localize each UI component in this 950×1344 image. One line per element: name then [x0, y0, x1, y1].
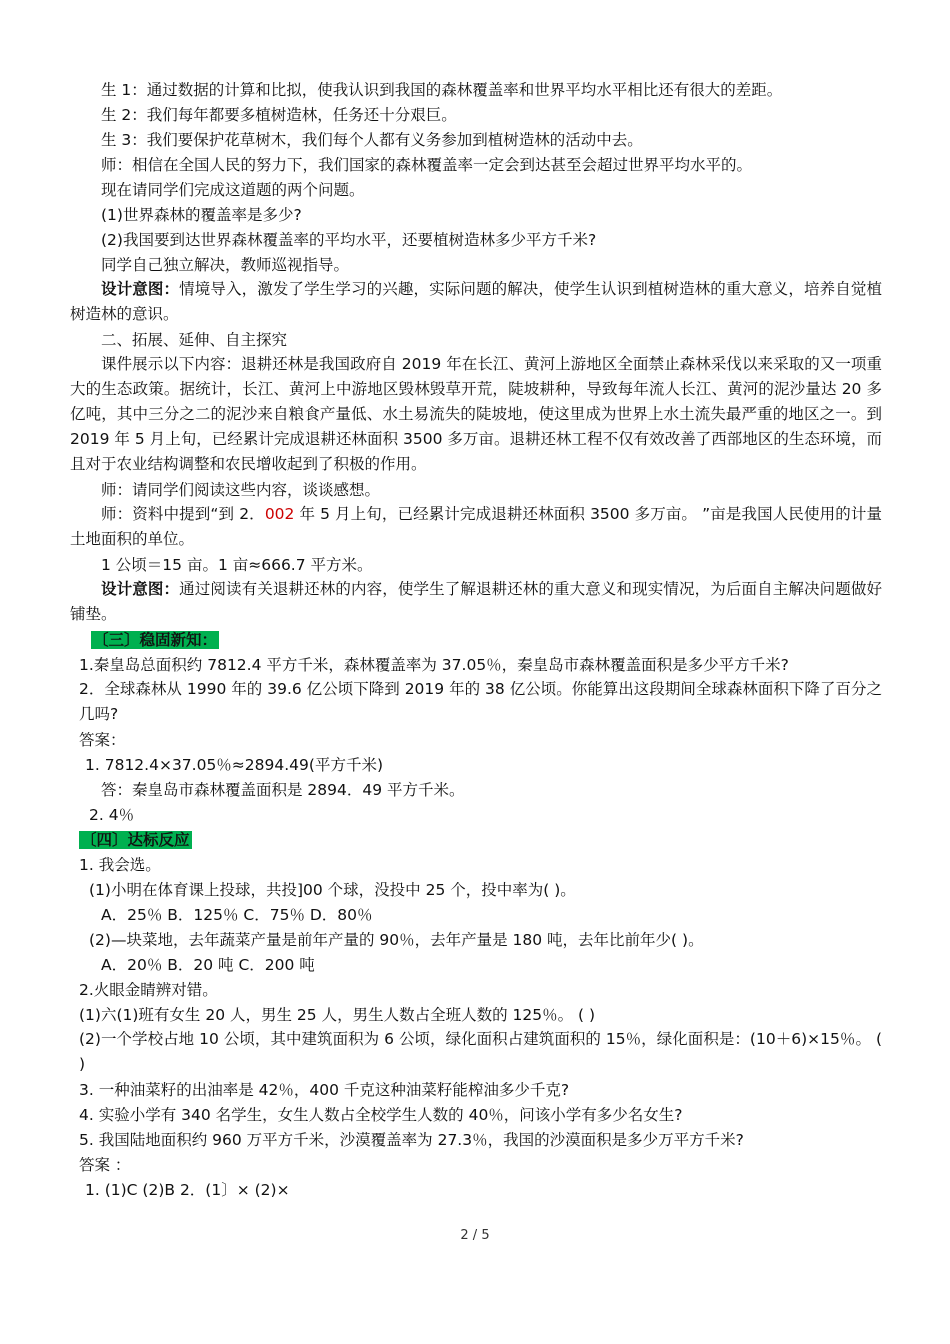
design-intent-2 — [70, 577, 882, 627]
student-3-line: 生 3：我们要保护花草树木，我们每个人都有义务参加到植树造林的活动中去。 — [101, 131, 643, 149]
section-2-heading: 二、拓展、延伸、自主探究 — [101, 331, 288, 349]
teacher-line-1: 师：相信在全国人民的努力下，我们国家的森林覆盖率一定会到达甚至会超过世界平均水平的。 — [101, 156, 753, 174]
teacher-line-5 — [70, 502, 882, 552]
student-1-line: 生 1：通过数据的计算和比拟，使我认识到我国的森林覆盖率和世界平均水平相比还有很大的差距。 — [101, 81, 783, 99]
exercise-1: 1.秦皇岛总面积约 7812.4 平方千米，森林覆盖率为 37.05％，秦皇岛市森林覆盖面积是多少平方千米? — [79, 656, 789, 674]
problem-5: 5. 我国陆地面积约 960 万平方千米，沙漠覆盖率为 27.3％，我国的沙漠面积是多少万平方千米? — [79, 1131, 744, 1149]
answer-2: 2. 4％ — [89, 806, 135, 824]
design-intent-text: 通过阅读有关退耕还林的内容，使学生了解退耕还林的重大意义和现实情况，为后面自主解决问题做好铺垫。 — [70, 580, 882, 623]
choice-question-2-options: A．20％ B．20 吨 C．200 吨 — [101, 956, 315, 974]
unit-conversion: 1 公顷＝15 亩。1 亩≈666.7 平方米。 — [101, 556, 373, 574]
judge-question-1: (1)六(1)班有女生 20 人，男生 25 人，男生人数占全班人数的 125％。 ( ) — [79, 1006, 596, 1024]
teacher-line-3: 同学自己独立解决，教师巡视指导。 — [101, 256, 350, 274]
design-intent-label: 设计意图： — [101, 280, 180, 298]
teacher-line-4: 师：请同学们阅读这些内容，谈谈感想。 — [101, 481, 381, 499]
answer-label: 答案： — [79, 731, 126, 749]
red-number: 002 — [264, 505, 295, 523]
choice-question-1: (1)小明在体育课上投球，共投]00 个球，没投中 25 个，投中率为( )。 — [89, 881, 576, 899]
teacher-line-2: 现在请同学们完成这道题的两个问题。 — [101, 181, 365, 199]
section-4-heading — [79, 829, 192, 851]
question-1: (1)世界森林的覆盖率是多少? — [101, 206, 302, 224]
exercise-2: 2．全球森林从 1990 年的 39.6 亿公顷下降到 2019 年的 38 亿公顷。你能算出这段期间全球森林面积下降了百分之几吗? — [79, 680, 882, 723]
choice-question-1-options: A．25％ B．125％ C．75％ D．80％ — [101, 906, 373, 924]
answer-1: 1. 7812.4×37.05％≈2894.49(平方千米) — [85, 756, 383, 774]
teacher-line-5-part-b: 年 5 月上旬，已经累计完成退耕还林面积 3500 多万亩。 ”亩是我国人民使用的计量土地面积的单位。 — [70, 505, 882, 548]
question-2: (2)我国要到达世界森林覆盖率的平均水平，还要植树造林多少平方千米? — [101, 231, 597, 249]
choice-question-2: (2)—块菜地，去年蔬菜产量是前年产量的 90％，去年产量是 180 吨，去年比前年少( )。 — [89, 931, 704, 949]
courseware-paragraph: 课件展示以下内容：退耕还林是我国政府自 2019 年在长江、黄河上游地区全面禁止森林采伐以来采取的又一项重大的生态政策。据统计，长江、黄河上中游地区毁林毁草开荒，陡坡耕种，导致每年流人长江、黄河的泥沙量达 20 多亿吨，其中三分之二的泥沙来自粮食产量低、水土易流失的陡坡地，使这里成为世界上水土流失最严重的地区之一。到 2019 年 5 月上旬，已经累计完成退耕还林面积 3500 多万亩。退耕还林工程不仅有效改善了西部地区的生态环境，而且对于农业结构调整和农民增收起到了积极的作用。 — [70, 355, 882, 473]
student-2-line: 生 2：我们每年都要多植树造林，任务还十分艰巨。 — [101, 106, 457, 124]
judge-question-2: (2)一个学校占地 10 公顷，其中建筑面积为 6 公顷，绿化面积占建筑面积的 15％，绿化面积是：(10＋6)×15％。 ( ) — [79, 1030, 882, 1073]
answer-label-2: 答案 ： — [79, 1156, 131, 1174]
design-intent-text: 情境导入，激发了学生学习的兴趣，实际问题的解决，使学生认识到植树造林的重大意义，培养自觉植树造林的意识。 — [70, 280, 882, 323]
section-4-highlight: 〔四〕达标反应 — [81, 831, 190, 849]
problem-3: 3. 一种油菜籽的出油率是 42％，400 千克这种油菜籽能榨油多少千克? — [79, 1081, 570, 1099]
section-3-highlight: 〔三〕稳固新知： — [93, 631, 218, 649]
problem-4: 4. 实验小学有 340 名学生，女生人数占全校学生人数的 40％，问该小学有多少名女生? — [79, 1106, 683, 1124]
judge-heading: 2.火眼金睛辨对错。 — [79, 981, 218, 999]
design-intent-1 — [70, 277, 882, 327]
answer-1-statement: 答：秦皇岛市森林覆盖面积是 2894．49 平方千米。 — [101, 781, 465, 799]
teacher-line-5-part-a: 师：资料中提到“到 2． — [101, 505, 265, 523]
page-number: 2 / 5 — [460, 1228, 490, 1243]
final-answers: 1. (1)C (2)B 2．(1〕× (2)× — [85, 1181, 290, 1199]
section-3-heading — [91, 629, 219, 651]
choice-heading: 1. 我会选。 — [79, 856, 161, 874]
design-intent-label: 设计意图： — [101, 580, 180, 598]
